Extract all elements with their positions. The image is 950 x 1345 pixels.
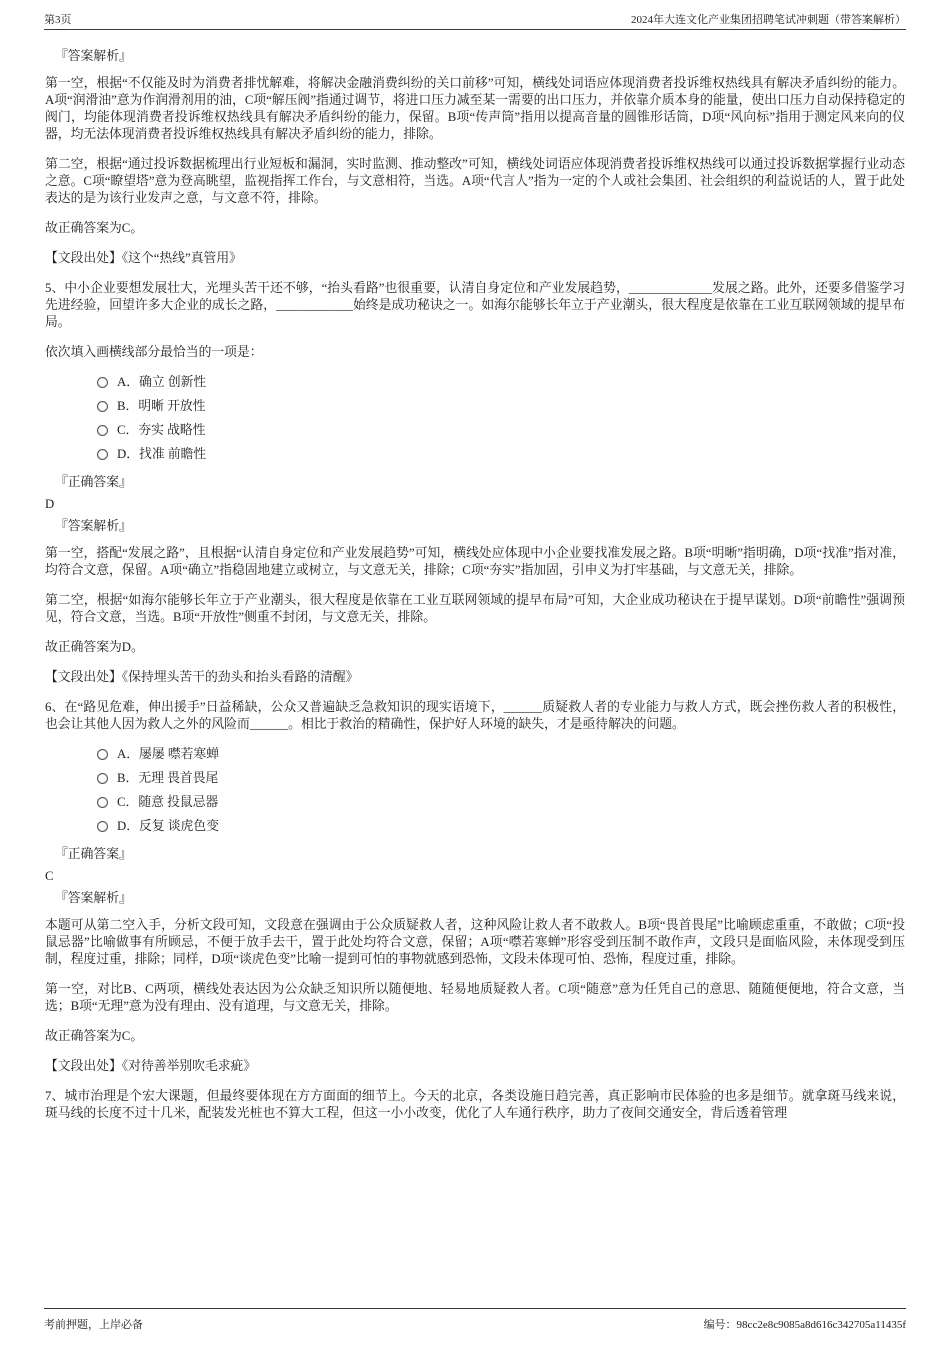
radio-icon bbox=[97, 401, 108, 412]
option-row bbox=[97, 746, 905, 762]
option-label: B．明晰 开放性 bbox=[117, 399, 206, 413]
option-label: C．夯实 战略性 bbox=[117, 423, 206, 437]
passage-source: 【文段出处】《这个“热线”真管用》 bbox=[45, 251, 242, 265]
analysis-paragraph: 第一空，根据“不仅能及时为消费者排忧解难，将解决金融消费纠纷的关口前移”可知，横线处词语应体现消费者投诉维权热线具有解决矛盾纠纷的能力。A项“润滑油”意为作润滑剂用的油，C项“解压阀”指通过调节，将进口压力减至某一需要的出口压力，并依靠介质本身的能量，使出口压力自动保持稳定的阀门，均能体现消费者投诉维权热线具有解决矛盾纠纷的能力，保留。B项“传声筒”指用以提高音量的圆锥形话筒，D项“风向标”指用于测定风来向的仪器，均无法体现消费者投诉维权热线具有解决矛盾纠纷的能力，排除。 bbox=[45, 76, 905, 141]
analysis-paragraph: 本题可从第二空入手，分析文段可知，文段意在强调由于公众质疑救人者，这种风险让救人者不敢救人。B项“畏首畏尾”比喻顾虑重重，不敢做；C项“投鼠忌器”比喻做事有所顾忌，不便于放手去干，置于此处均符合文意，保留；A项“噤若寒蝉”形容受到压制不敢作声，文段只是面临风险，未体现受到压制，程度过重，排除；同样，D项“谈虎色变”比喻一提到可怕的事物就感到恐怖，文段未体现可怕、恐怖，程度过重，排除。 bbox=[45, 918, 905, 966]
option-row bbox=[97, 374, 905, 390]
radio-icon bbox=[97, 425, 108, 436]
passage-source: 【文段出处】《保持埋头苦干的劲头和抬头看路的清醒》 bbox=[45, 670, 359, 684]
analysis-paragraph: 第一空，对比B、C两项，横线处表达因为公众缺乏知识所以随便地、轻易地质疑救人者。C项“随意”意为任凭自己的意思、随随便便地，符合文意，当选；B项“无理”意为没有理由、没有道理，与文意无关，排除。 bbox=[45, 982, 905, 1013]
radio-icon bbox=[97, 773, 108, 784]
page-header bbox=[44, 11, 906, 27]
option-row bbox=[97, 818, 905, 834]
footer-slogan: 考前押题，上岸必备 bbox=[44, 1319, 143, 1331]
question5-stem: 5、中小企业要想发展壮大，光埋头苦干还不够，“抬头看路”也很重要，认清自身定位和产业发展趋势，_____________发展之路。此外，还要多借鉴学习先进经验，回望许多大企业的成长之路，____________始终是成功秘诀之一。如海尔能够长年立于产业潮头，很大程度是依靠在工业互联网领域的提早布局。 bbox=[45, 281, 905, 329]
correct-answer-value: C bbox=[45, 869, 54, 883]
option-label: A．屡屡 噤若寒蝉 bbox=[117, 747, 220, 761]
radio-icon bbox=[97, 449, 108, 460]
document-title: 2024年大连文化产业集团招聘笔试冲刺题（带答案解析） bbox=[631, 14, 906, 26]
analysis-conclusion: 故正确答案为C。 bbox=[45, 221, 144, 235]
analysis-conclusion: 故正确答案为D。 bbox=[45, 640, 144, 654]
option-row bbox=[97, 422, 905, 438]
option-row bbox=[97, 770, 905, 786]
passage-source: 【文段出处】《对待善举别吹毛求疵》 bbox=[45, 1059, 257, 1073]
option-label: B．无理 畏首畏尾 bbox=[117, 771, 219, 785]
analysis-paragraph: 第二空，根据“通过投诉数据梳理出行业短板和漏洞，实时监测、推动整改”可知，横线处词语应体现消费者投诉维权热线可以通过投诉数据掌握行业动态之意。C项“瞭望塔”意为登高眺望，监视指挥工作台，与文意相符，当选。A项“代言人”指为一定的个人或社会集团、社会组织的利益说话的人，置于此处表达的是为该行业发声之意，与文意不符，排除。 bbox=[45, 157, 905, 205]
option-label: D．反复 谈虎色变 bbox=[117, 819, 220, 833]
footer-serial: 编号：98cc2e8c9085a8d616c342705a11435f bbox=[703, 1319, 906, 1331]
question5-options bbox=[97, 374, 905, 462]
question7-stem: 7、城市治理是个宏大课题，但最终要体现在方方面面的细节上。今天的北京，各类设施日趋完善，真正影响市民体验的也多是细节。就拿斑马线来说，斑马线的长度不过十几米，配装发光桩也不算大工程，但这一小小改变，优化了人车通行秩序，助力了夜间交通安全，背后透着管理 bbox=[45, 1089, 905, 1120]
page-number: 第3页 bbox=[44, 14, 72, 26]
question6-stem: 6、在“路见危难，伸出援手”日益稀缺，公众又普遍缺乏急救知识的现实语境下，______质疑救人者的专业能力与救人方式，既会挫伤救人者的积极性，也会让其他人因为救人之外的风险而______。相比于救治的精确性，保护好人环境的缺失，才是亟待解决的问题。 bbox=[45, 700, 905, 731]
radio-icon bbox=[97, 797, 108, 808]
question5-prompt: 依次填入画横线部分最恰当的一项是： bbox=[45, 345, 263, 359]
analysis-label: 『答案解析』 bbox=[55, 49, 132, 63]
option-row bbox=[97, 794, 905, 810]
option-row bbox=[97, 398, 905, 414]
option-label: A．确立 创新性 bbox=[117, 375, 207, 389]
correct-answer-label: 『正确答案』 bbox=[55, 475, 132, 489]
radio-icon bbox=[97, 821, 108, 832]
radio-icon bbox=[97, 749, 108, 760]
analysis-paragraph: 第二空，根据“如海尔能够长年立于产业潮头，很大程度是依靠在工业互联网领域的提早布局”可知，大企业成功秘诀在于提早谋划。D项“前瞻性”强调预见，符合文意，当选。B项“开放性”侧重不封闭，与文意无关，排除。 bbox=[45, 593, 905, 624]
analysis-label: 『答案解析』 bbox=[55, 891, 132, 905]
document-body bbox=[45, 48, 905, 1135]
analysis-paragraph: 第一空，搭配“发展之路”，且根据“认清自身定位和产业发展趋势”可知，横线处应体现中小企业要找准发展之路。B项“明晰”指明确，D项“找准”指对准，均符合文意，保留。A项“确立”指稳固地建立或树立，与文意无关，排除；C项“夯实”指加固，引申义为打牢基础，与文意无关，排除。 bbox=[45, 546, 905, 577]
analysis-conclusion: 故正确答案为C。 bbox=[45, 1029, 144, 1043]
radio-icon bbox=[97, 377, 108, 388]
option-label: C．随意 投鼠忌器 bbox=[117, 795, 219, 809]
question6-options bbox=[97, 746, 905, 834]
page-footer bbox=[44, 1308, 906, 1332]
analysis-label: 『答案解析』 bbox=[55, 519, 132, 533]
correct-answer-label: 『正确答案』 bbox=[55, 847, 132, 861]
header-divider bbox=[44, 29, 906, 30]
correct-answer-value: D bbox=[45, 497, 55, 511]
option-row bbox=[97, 446, 905, 462]
option-label: D．找准 前瞻性 bbox=[117, 447, 207, 461]
